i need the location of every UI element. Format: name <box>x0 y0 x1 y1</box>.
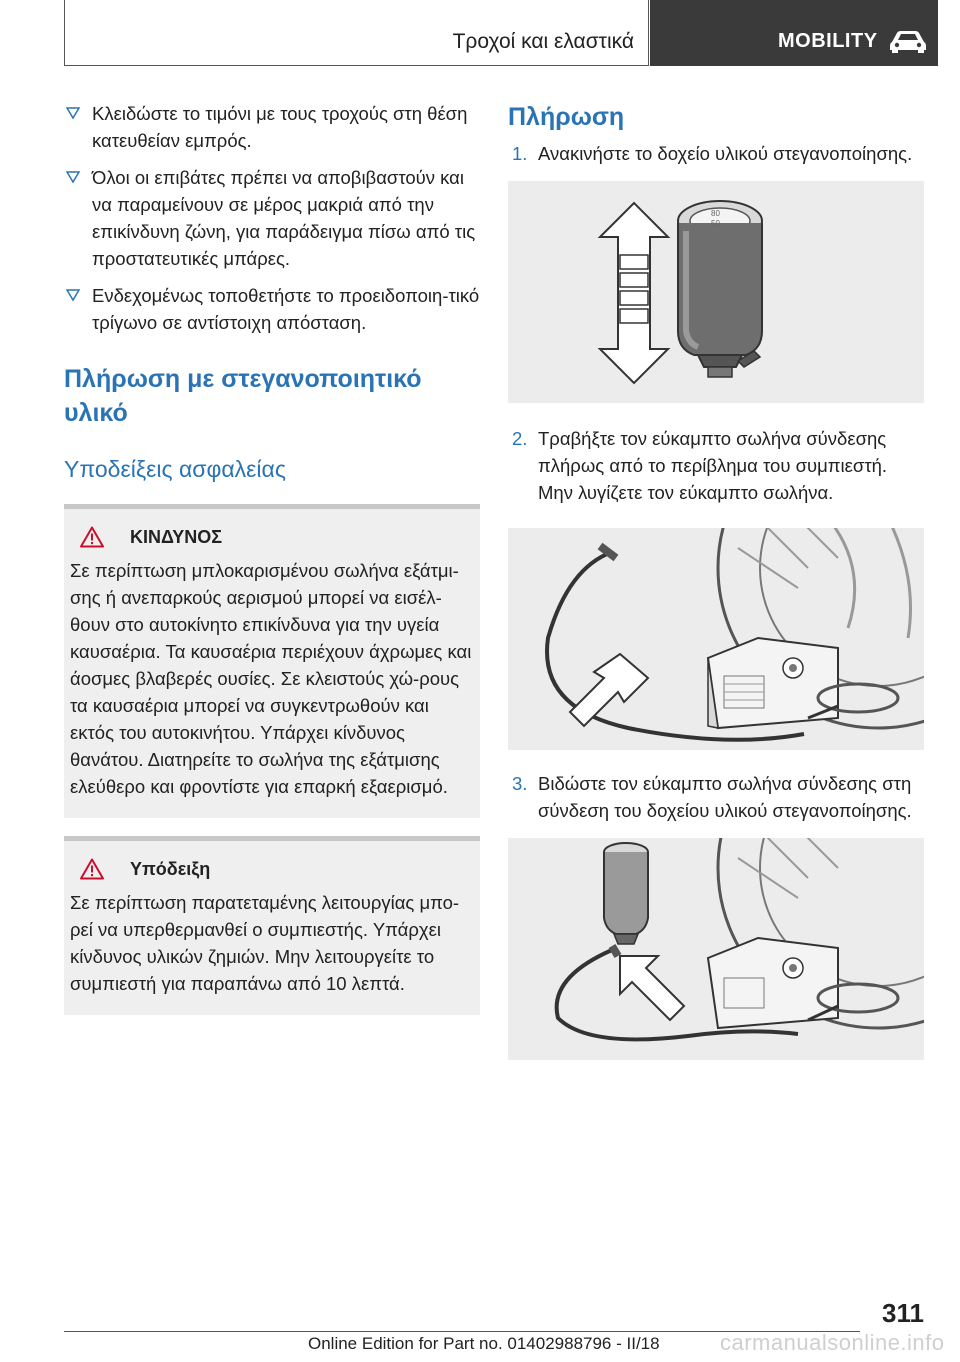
step-item <box>508 770 924 824</box>
edition-info: Online Edition for Part no. 01402988796 - II/18 <box>308 1334 660 1353</box>
step-text: Τραβήξτε τον εύκαμπτο σωλήνα σύνδεσης πλήρως από το περίβλημα του συμπιεστή. Μην λυγίζετε τον εύκαμπτο σωλήνα. <box>538 428 888 503</box>
right-column <box>508 100 924 1060</box>
car-icon <box>888 28 928 54</box>
bullet-text: Κλειδώστε το τιμόνι με τους τροχούς στη θέση κατευθείαν εμπρός. <box>92 103 468 151</box>
bottle-label-top: 80 <box>711 209 720 218</box>
illustration-shake-bottle <box>508 181 924 403</box>
bullet-triangle-icon <box>66 288 80 302</box>
note-title-row <box>70 857 474 885</box>
step-item <box>508 425 924 506</box>
section-heading: Πλήρωση <box>508 103 625 131</box>
section-heading: Πλήρωση με στεγανοποιητικό υλικό <box>64 365 422 427</box>
danger-title: ΚΙΝΔΥΝΟΣ <box>130 527 223 547</box>
section-header <box>64 0 649 66</box>
danger-title-row <box>70 525 474 553</box>
step-number: 3. <box>512 773 528 794</box>
danger-text: Σε περίπτωση μπλοκαρισμένου σωλήνα εξάτμι-σης ή ανεπαρκούς αερισμού μπορεί να εισέλ-θουν στο αυτοκίνητο επικίνδυνα για την υγεία καυσαέρια. Τα καυσαέρια περιέχουν άχρωμες και άοσμες βλαβερές ουσίες. Σε κλειστούς χώ-ρους τα καυσαέρια μπορεί να συγκεντρωθούν και εκτός του αυτοκινήτου. Υπάρχει κίνδυνος θανάτου. Διατηρείτε το σωλήνα της εξάτμισης ελεύθερο και φροντίστε για επαρκή εξαερισμό. <box>70 560 472 797</box>
illustration-connect-hose <box>508 838 924 1060</box>
chapter-tab[interactable] <box>650 0 938 66</box>
list-item <box>64 100 480 154</box>
page-number: 311 <box>882 1298 924 1328</box>
step-number: 2. <box>512 428 528 449</box>
danger-notice <box>64 504 480 818</box>
step-item <box>508 140 924 167</box>
bullet-text: Ενδεχομένως τοποθετήστε το προειδοποιη-τικό τρίγωνο σε αντίστοιχη απόσταση. <box>92 285 480 333</box>
section-title: Τροχοί και ελαστικά <box>452 30 634 53</box>
bullet-triangle-icon <box>66 106 80 120</box>
warning-icon <box>80 526 104 548</box>
subsection-heading: Υποδείξεις ασφαλείας <box>64 456 286 482</box>
bottle-label-bottom: 50 <box>711 219 720 228</box>
step-text: Βιδώστε τον εύκαμπτο σωλήνα σύνδεσης στη σύνδεση του δοχείου υλικού στεγανοποίησης. <box>538 773 912 821</box>
bullet-triangle-icon <box>66 170 80 184</box>
left-column <box>64 100 480 1015</box>
note-text: Σε περίπτωση παρατεταμένης λειτουργίας μπο-ρεί να υπερθερμανθεί ο συμπιεστής. Υπάρχει κίνδυνος υλικών ζημιών. Μην λειτουργείτε το συμπιεστή για παραπάνω από 10 λεπτά. <box>70 892 460 994</box>
watermark: carmanualsonline.info <box>720 1330 945 1355</box>
step-number: 1. <box>512 143 528 164</box>
illustration-pull-hose <box>508 528 924 750</box>
list-item <box>64 282 480 336</box>
note-title: Υπόδειξη <box>130 859 211 879</box>
page-header <box>0 0 960 66</box>
bullet-text: Όλοι οι επιβάτες πρέπει να αποβιβαστούν και να παραμείνουν σε μέρος μακριά από την επικίνδυνη ζώνη, για παράδειγμα πίσω από τις προστατευτικές μπάρες. <box>92 167 476 269</box>
warning-icon <box>80 858 104 880</box>
note-notice <box>64 836 480 1015</box>
step-text: Ανακινήστε το δοχείο υλικού στεγανοποίησης. <box>538 143 913 164</box>
chapter-tab-label: MOBILITY <box>778 30 878 52</box>
list-item <box>64 164 480 272</box>
